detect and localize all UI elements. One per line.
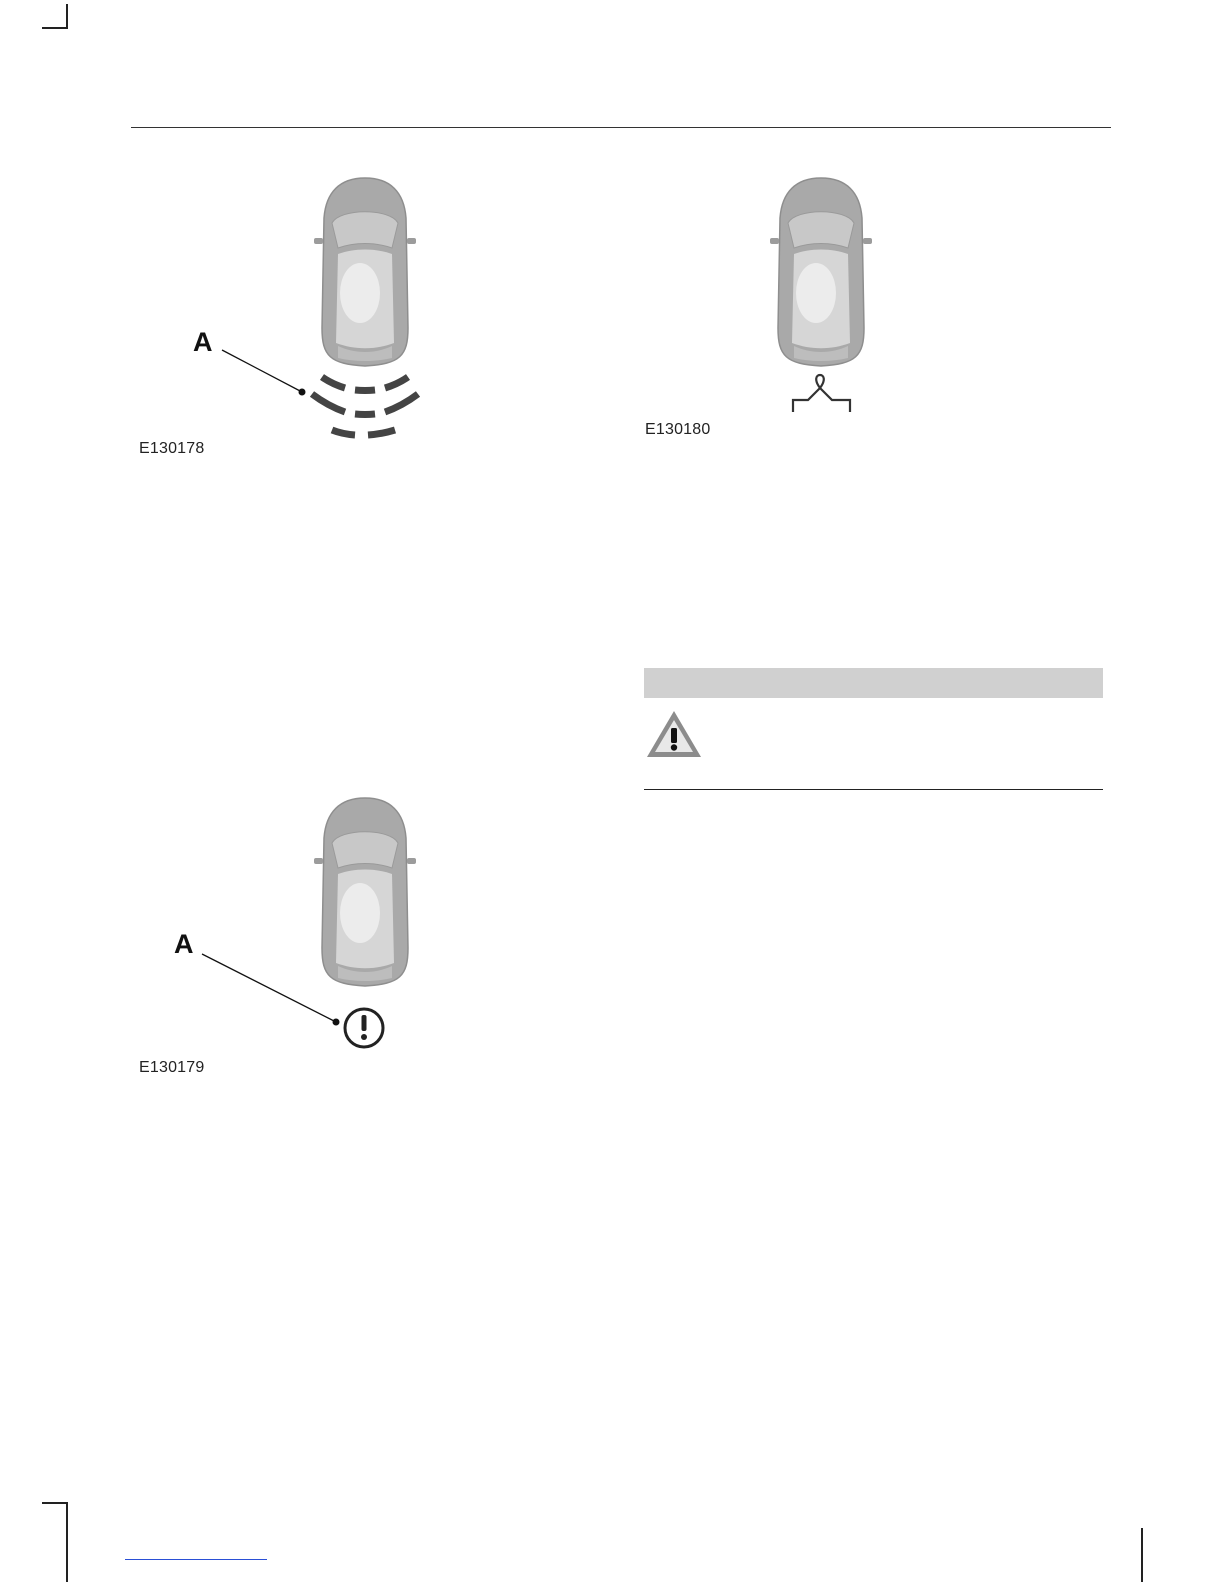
figure-e130180	[756, 172, 886, 422]
car-roof-highlight	[340, 883, 380, 943]
figure-id-e130178: E130178	[139, 440, 205, 457]
car-mirror-right	[863, 238, 872, 244]
sensor-waves-icon	[312, 377, 418, 435]
tow-hitch-icon	[793, 375, 850, 412]
car-mirror-right	[407, 238, 416, 244]
car-roof-highlight	[796, 263, 836, 323]
callout-leader-1	[218, 346, 308, 398]
car-windscreen	[788, 212, 854, 248]
warning-triangle-icon	[644, 708, 704, 760]
callout-label-a-2: A	[174, 929, 194, 959]
car-top-view-1	[300, 172, 430, 442]
warning-bottom-rule	[644, 789, 1103, 790]
callout-label-a-1: A	[193, 327, 213, 357]
car-mirror-left	[314, 858, 323, 864]
callout-leader-2	[198, 950, 343, 1028]
car-mirror-left	[314, 238, 323, 244]
car-top-view-3	[756, 172, 886, 422]
car-roof-highlight	[340, 263, 380, 323]
header-rule	[131, 127, 1111, 128]
crop-mark-bottom-right-vertical	[1141, 1528, 1143, 1582]
figure-e130178	[300, 172, 430, 442]
exclamation-circle-icon	[345, 1009, 383, 1047]
crop-mark-top-left-vertical	[66, 4, 68, 28]
car-windscreen	[332, 832, 398, 868]
car-mirror-right	[407, 858, 416, 864]
footer-link-underline[interactable]	[125, 1559, 267, 1560]
crop-mark-top-left-horizontal	[42, 27, 68, 29]
warning-header-bar	[644, 668, 1103, 698]
car-mirror-left	[770, 238, 779, 244]
figure-id-e130179: E130179	[139, 1059, 205, 1076]
crop-mark-bottom-left-horizontal	[42, 1502, 68, 1504]
figure-id-e130180: E130180	[645, 421, 711, 438]
car-windscreen	[332, 212, 398, 248]
crop-mark-bottom-left-vertical	[66, 1502, 68, 1582]
